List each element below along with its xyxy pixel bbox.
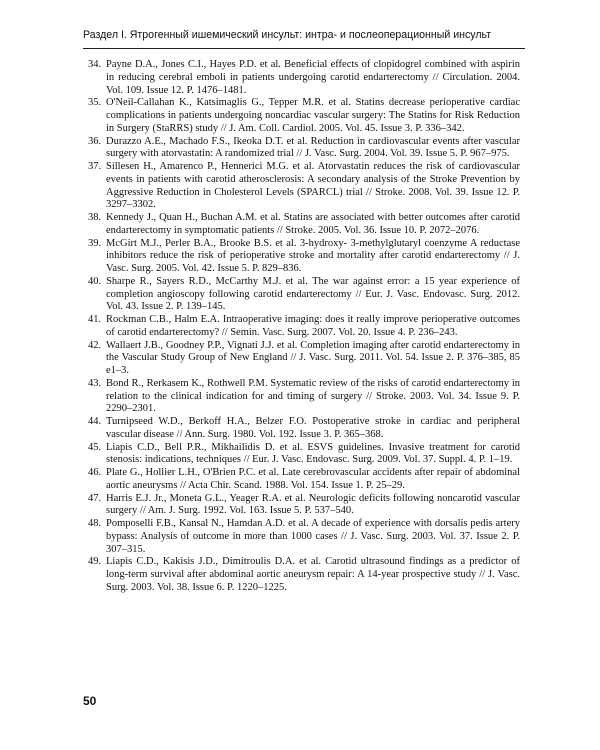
- reference-item: [88, 136, 520, 162]
- reference-text: Durazzo A.E., Machado F.S., Ikeoka D.T. et al. Reduction in cardiovascular events after vascular surgery with atorvastatin: A randomized trial // J. Vasc. Surg. 2004. Vol. 39. Issue 5. P. 967–975.: [106, 135, 520, 160]
- reference-text: Rockman C.B., Halm E.A. Intraoperative imaging: does it really improve perioperative outcomes of carotid endarterectomy? // Semin. Vasc. Surg. 2007. Vol. 20. Issue 4. P. 236–243.: [106, 314, 520, 338]
- reference-item: [88, 238, 520, 276]
- reference-text: Wallaert J.B., Goodney P.P., Vignati J.J. et al. Completion imaging after carotid endarterectomy in the Vascular Study Group of New England // J. Vasc. Surg. 2011. Vol. 54. Issue 2. P. 376–385, 85 e1–3.: [106, 339, 520, 376]
- reference-text: Harris E.J. Jr., Moneta G.L., Yeager R.A. et al. Neurologic deficits following noncarotid vascular surgery // Am. J. Surg. 1992. Vol. 163. Issue 5. P. 537–540.: [106, 492, 520, 517]
- reference-number: 48.: [88, 518, 102, 529]
- reference-number: 47.: [88, 492, 102, 504]
- reference-item: [88, 416, 520, 442]
- reference-text: Sharpe R., Sayers R.D., McCarthy M.J. et al. The war against error: a 15 year experience of completion angioscopy following carotid endarterectomy // Eur. J. Vasc. Endovasc. Surg. 2012. Vol. 43. Issue 2. P. 139–145.: [106, 275, 520, 313]
- reference-text: Turnipseed W.D., Berkoff H.A., Belzer F.O. Postoperative stroke in cardiac and peripheral vascular disease // Ann. Surg. 1980. Vol. 192. Issue 3. P. 365–368.: [106, 416, 520, 440]
- reference-number: 37.: [88, 161, 102, 172]
- reference-text: Payne D.A., Jones C.I., Hayes P.D. et al. Beneficial effects of clopidogrel combined with aspirin in reducing cerebral emboli in patients undergoing carotid endarterectomy // Circulation. 2004. Vol. 109. Issue 12. P. 1476–1481.: [106, 59, 520, 96]
- reference-item: [88, 161, 520, 212]
- reference-number: 43.: [88, 377, 102, 389]
- reference-number: 39.: [88, 237, 102, 249]
- reference-text: Kennedy J., Quan H., Buchan A.M. et al. Statins are associated with better outcomes after carotid endarterectomy in symptomatic patients // Stroke. 2005. Vol. 36. Issue 10. P. 2072–2076.: [106, 212, 520, 236]
- reference-text: Bond R., Rerkasem K., Rothwell P.M. Systematic review of the risks of carotid endarterectomy in relation to the clinical indication for and timing of surgery // Stroke. 2003. Vol. 34. Issue 9. P. 2290–2301.: [106, 377, 520, 415]
- reference-text: Liapis C.D., Bell P.R., Mikhailidis D. et al. ESVS guidelines. Invasive treatment for carotid stenosis: indications, techniques // Eur. J. Vasc. Endovasc. Surg. 2009. Vol. 37. Suppl. 4. P. 1–19.: [106, 441, 520, 466]
- reference-number: 34.: [88, 59, 102, 70]
- page-number: 50: [83, 694, 97, 708]
- reference-number: 46.: [88, 467, 102, 478]
- reference-text: Plate G., Hollier L.H., O'Brien P.C. et al. Late cerebrovascular accidents after repair of abdominal aortic aneurysms // Acta Chir. Scand. 1988. Vol. 154. Issue 1. P. 25–29.: [106, 467, 520, 491]
- reference-item: [88, 212, 520, 238]
- reference-item: [88, 493, 520, 519]
- reference-item: [88, 518, 520, 556]
- reference-text: Pomposelli F.B., Kansal N., Hamdan A.D. et al. A decade of experience with dorsalis pedis artery bypass: Analysis of outcome in more than 1000 cases // J. Vasc. Surg. 2003. Vol. 37. Issue 2. P. 307–315.: [106, 518, 520, 555]
- reference-item: [88, 467, 520, 493]
- reference-item: [88, 59, 520, 97]
- reference-list: [88, 59, 520, 595]
- reference-item: [88, 442, 520, 468]
- reference-number: 38.: [88, 212, 102, 223]
- reference-number: 44.: [88, 416, 102, 427]
- reference-text: Sillesen H., Amarenco P., Hennerici M.G. et al. Atorvastatin reduces the risk of cardiovascular events in patients with carotid atherosclerosis: A secondary analysis of the Stroke Prevention by Aggressive Reduction in Cholesterol Levels (SPARCL) trial // Stroke. 2008. Vol. 39. Issue 12. P. 3297–3302.: [106, 161, 520, 211]
- reference-number: 49.: [88, 556, 102, 568]
- reference-number: 35.: [88, 97, 102, 109]
- running-header: Раздел I. Ятрогенный ишемический инсульт: интра- и послеоперационный инсульт: [83, 28, 525, 49]
- reference-number: 40.: [88, 275, 102, 287]
- reference-text: O'Neil-Callahan K., Katsimaglis G., Tepper M.R. et al. Statins decrease perioperative cardiac complications in patients undergoing noncardiac vascular surgery: The Statins for Risk Reduction in Surgery (StaRRS) study // J. Am. Coll. Cardiol. 2005. Vol. 45. Issue 3. P. 336–342.: [106, 97, 520, 134]
- reference-text: McGirt M.J., Perler B.A., Brooke B.S. et al. 3-hydroxy- 3-methylglutaryl coenzyme A reductase inhibitors reduce the risk of perioperative stroke and mortality after carotid endarterectomy // J. Vasc. Surg. 2005. Vol. 42. Issue 5. P. 829–836.: [106, 237, 520, 274]
- reference-number: 36.: [88, 135, 102, 147]
- reference-text: Liapis C.D., Kakisis J.D., Dimitroulis D.A. et al. Carotid ultrasound findings as a predictor of long-term survival after abdominal aortic aneurysm repair: A 14-year prospective study // J. Vasc. Surg. 2003. Vol. 38. Issue 6. P. 1220–1225.: [106, 556, 520, 593]
- reference-item: [88, 556, 520, 594]
- reference-number: 42.: [88, 339, 102, 351]
- reference-item: [88, 276, 520, 314]
- reference-item: [88, 340, 520, 378]
- reference-number: 41.: [88, 314, 102, 325]
- reference-item: [88, 97, 520, 135]
- reference-item: [88, 378, 520, 416]
- reference-number: 45.: [88, 441, 102, 453]
- reference-item: [88, 314, 520, 340]
